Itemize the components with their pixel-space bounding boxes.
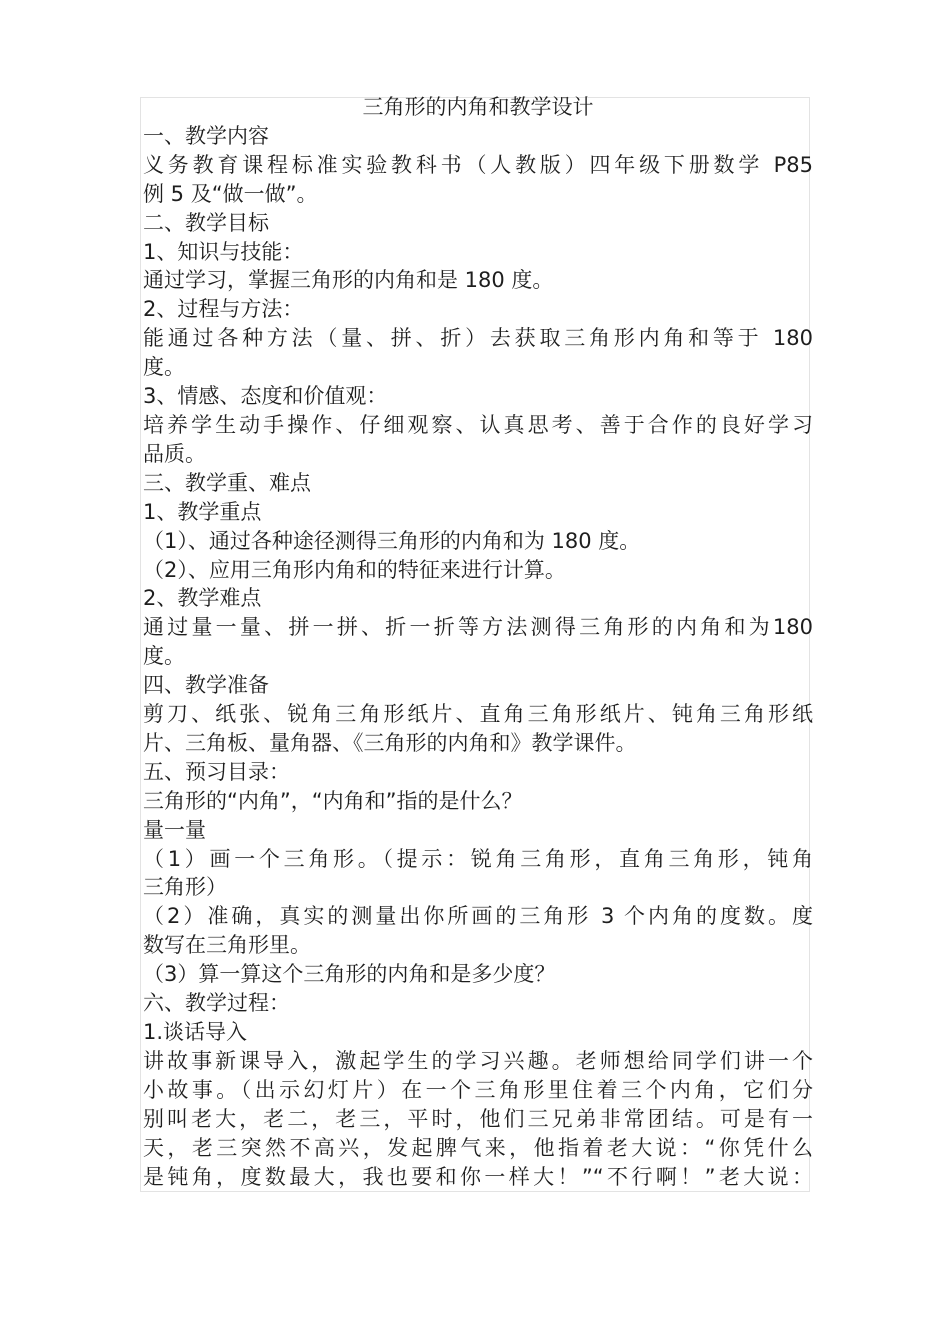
text-line: 天，老三突然不高兴，发起脾气来，他指着老大说：“你凭什么 <box>143 1135 813 1160</box>
subheading: 量一量 <box>143 817 206 842</box>
text-line: 是钝角，度数最大，我也要和你一样大！”“不行啊！”老大说： <box>143 1164 813 1189</box>
text-line: 度。 <box>143 355 185 380</box>
subheading: 1、教学重点 <box>143 499 262 524</box>
subheading: 1、知识与技能： <box>143 239 304 264</box>
heading-preview: 五、预习目录： <box>143 759 290 784</box>
text-line: 培养学生动手操作、仔细观察、认真思考、善于合作的良好学习 <box>143 412 813 437</box>
text-line: （2）准确，真实的测量出你所画的三角形 3 个内角的度数。度 <box>143 904 813 929</box>
text-line: （3）算一算这个三角形的内角和是多少度？ <box>143 962 556 987</box>
text-line: （2）、应用三角形内角和的特征来进行计算。 <box>143 557 566 582</box>
subheading: 3、情感、态度和价值观： <box>143 384 388 409</box>
text-line: 通过量一量、拼一拼、折一折等方法测得三角形的内角和为180 <box>143 615 813 640</box>
text-line: 讲故事新课导入，激起学生的学习兴趣。老师想给同学们讲一个 <box>143 1048 813 1073</box>
text-line: 通过学习，掌握三角形的内角和是 180 度。 <box>143 268 554 293</box>
heading-process: 六、教学过程： <box>143 991 290 1016</box>
text-line: 数写在三角形里。 <box>143 933 311 958</box>
text-line: 能通过各种方法（量、拼、折）去获取三角形内角和等于 180 <box>143 326 813 351</box>
text-line: （1）、通过各种途径测得三角形的内角和为 180 度。 <box>143 528 641 553</box>
text-line: 片、三角板、量角器、《三角形的内角和》教学课件。 <box>143 730 637 755</box>
text-line: 义务教育课程标准实验教科书（人教版）四年级下册数学 P85 <box>143 152 813 177</box>
text-line: 度。 <box>143 644 185 669</box>
document-title: 三角形的内角和教学设计 <box>362 95 594 119</box>
heading-objectives: 二、教学目标 <box>143 210 269 235</box>
text-line: 剪刀、纸张、锐角三角形纸片、直角三角形纸片、钝角三角形纸 <box>143 702 813 727</box>
text-line: 别叫老大，老二，老三，平时，他们三兄弟非常团结。可是有一 <box>143 1106 813 1131</box>
text-line: 三角形的“内角”，“内角和”指的是什么？ <box>143 788 523 813</box>
subheading: 2、教学难点 <box>143 586 262 611</box>
text-line: 小故事。（出示幻灯片）在一个三角形里住着三个内角，它们分 <box>143 1077 813 1102</box>
subheading: 1.谈话导入 <box>143 1020 248 1044</box>
heading-preparation: 四、教学准备 <box>143 673 269 698</box>
heading-content: 一、教学内容 <box>143 123 269 148</box>
document-body <box>143 93 813 1191</box>
text-line: 品质。 <box>143 441 206 466</box>
heading-key-points: 三、教学重、难点 <box>143 470 311 495</box>
text-line: 三角形） <box>143 875 227 900</box>
subheading: 2、过程与方法： <box>143 297 304 322</box>
text-line: （1）画一个三角形。（提示：锐角三角形，直角三角形，钝角 <box>143 846 813 871</box>
text-line: 例 5 及“做一做”。 <box>143 181 318 206</box>
